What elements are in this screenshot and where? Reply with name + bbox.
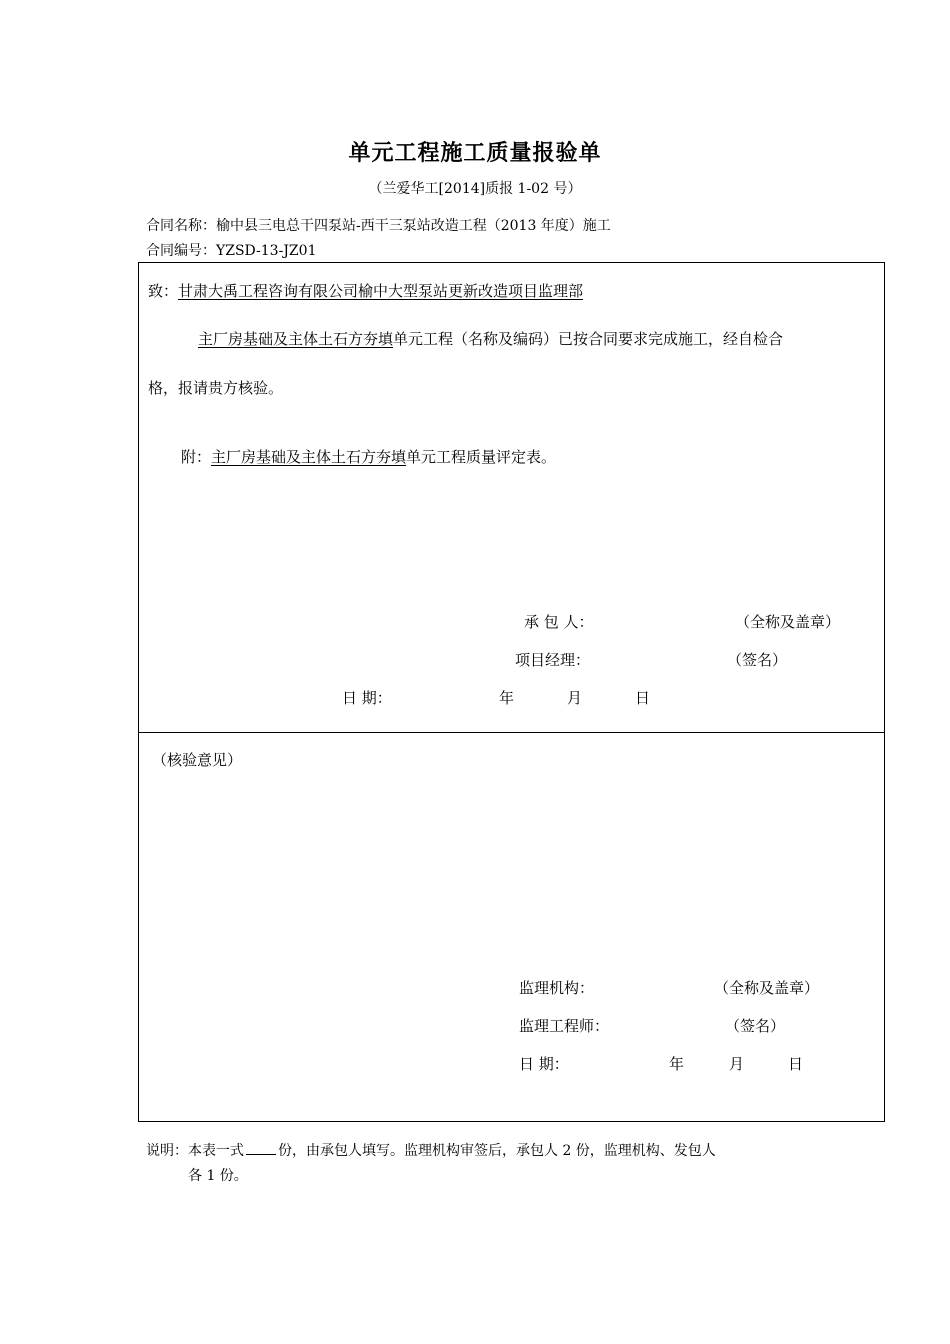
contract-name-value: 榆中县三电总干四泵站-西干三泵站改造工程（2013 年度）施工 — [216, 218, 611, 234]
contract-number-value: YZSD-13-JZ01 — [216, 243, 317, 259]
attachment-label: 附： — [181, 448, 212, 466]
attachment-text: 单元工程质量评定表。 — [406, 448, 557, 466]
footnote-line-2: 各 1 份。 — [188, 1168, 248, 1184]
statement-line-1 — [198, 328, 783, 349]
unit-name: 主厂房基础及主体土石方夯填 — [198, 330, 394, 348]
page-title: 单元工程施工质量报验单 — [348, 141, 602, 166]
manager-note: （签名） — [727, 651, 788, 669]
supervisor-org-note: （全称及盖章） — [714, 979, 820, 997]
supervisor-date-year: 年 — [669, 1055, 685, 1073]
contract-name-row — [146, 215, 611, 235]
contractor-label: 承 包 人： — [524, 613, 594, 631]
copies-blank — [246, 1140, 276, 1155]
document-number: （兰爱华工[2014]质报 1-02 号） — [368, 181, 582, 197]
verification-section — [138, 732, 885, 1122]
supervisor-date-month: 月 — [729, 1055, 745, 1073]
contract-number-label: 合同编号： — [146, 243, 216, 259]
statement-text: 单元工程（名称及编码）已按合同要求完成施工，经自检合 — [393, 330, 784, 348]
recipient-label: 致： — [148, 282, 179, 300]
manager-label: 项目经理： — [515, 651, 591, 669]
supervisor-engineer-label: 监理工程师： — [519, 1017, 610, 1035]
report-section — [138, 262, 885, 733]
footnote-text: 份，由承包人填写。监理机构审签后，承包人 2 份，监理机构、发包人 — [278, 1143, 716, 1159]
attachment-name: 主厂房基础及主体土石方夯填 — [211, 448, 407, 466]
contractor-date-label: 日 期： — [342, 689, 392, 707]
contractor-date-month: 月 — [567, 689, 583, 707]
contract-name-label: 合同名称： — [146, 218, 216, 234]
recipient-row — [148, 280, 583, 301]
supervisor-date-label: 日 期： — [519, 1055, 569, 1073]
attachment-row — [181, 446, 556, 467]
contractor-date-day: 日 — [635, 689, 651, 707]
opinion-label: （核验意见） — [152, 751, 243, 769]
footnote-prefix: 说明：本表一式 — [146, 1143, 244, 1159]
supervisor-org-label: 监理机构： — [519, 979, 595, 997]
footnote-line-1 — [146, 1140, 716, 1160]
contractor-note: （全称及盖章） — [735, 613, 841, 631]
statement-line-2: 格，报请贵方核验。 — [148, 379, 284, 397]
supervisor-date-day: 日 — [788, 1055, 804, 1073]
supervisor-engineer-note: （签名） — [725, 1017, 786, 1035]
contractor-date-year: 年 — [499, 689, 515, 707]
recipient-value: 甘肃大禹工程咨询有限公司榆中大型泵站更新改造项目监理部 — [178, 282, 584, 300]
contract-number-row — [146, 240, 316, 260]
